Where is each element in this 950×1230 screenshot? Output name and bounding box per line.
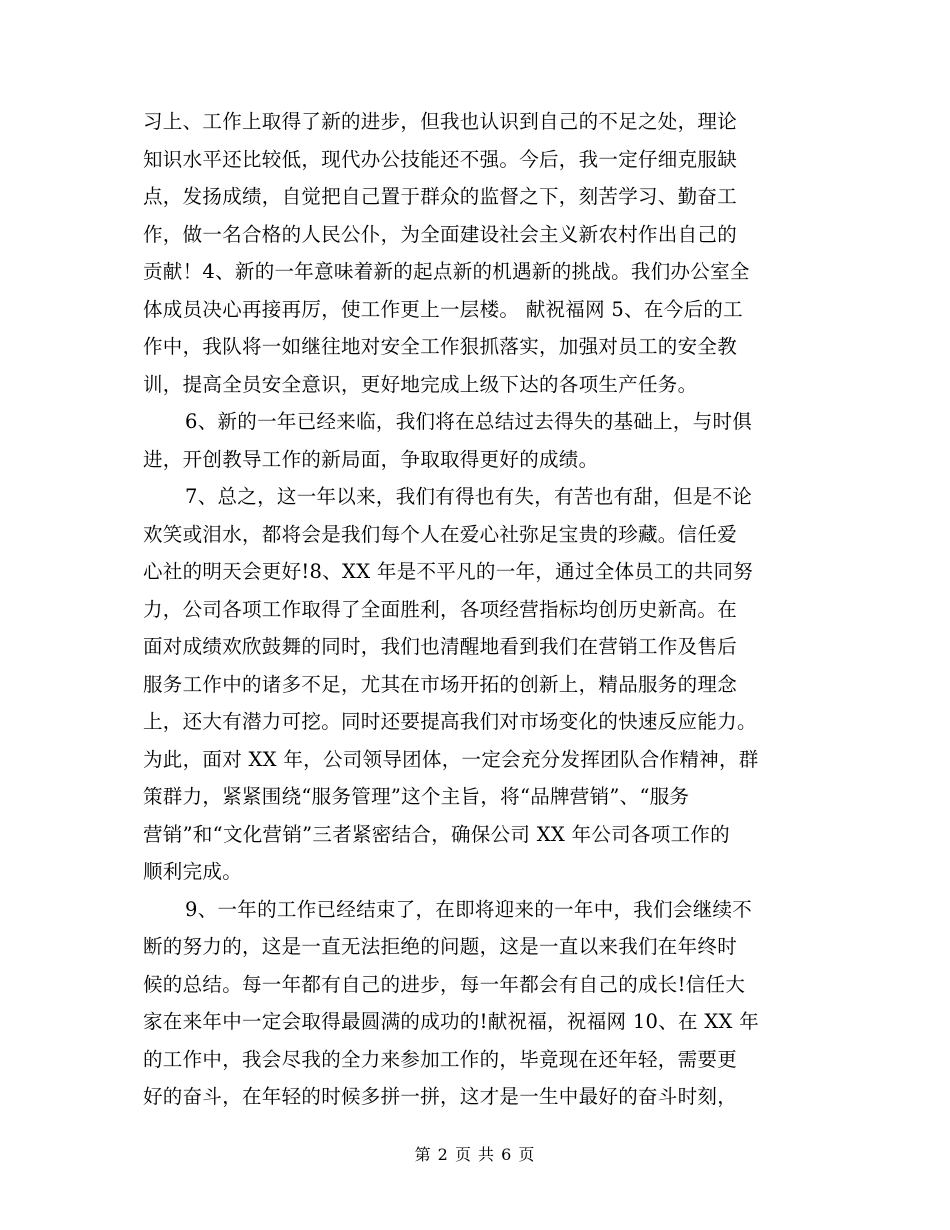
- text-line: 上，还大有潜力可挖。同时还要提高我们对市场变化的快速反应能力。: [143, 710, 757, 733]
- text-line: 策群力，紧紧围绕“服务管理”这个主旨，将“品牌营销”、“服务: [143, 785, 690, 808]
- text-line: 为此，面对 XX 年，公司领导团体，一定会充分发挥团队合作精神，群: [143, 747, 759, 771]
- text-line: 力，公司各项工作取得了全面胜利，各项经营指标均创历史新高。在: [143, 597, 738, 621]
- text-line: 进，开创教导工作的新局面，争取取得更好的成绩。: [143, 447, 599, 471]
- text-line: 欢笑或泪水，都将会是我们每个人在爱心社弥足宝贵的珍藏。信任爱: [143, 522, 738, 546]
- text-line: 营销”和“文化营销”三者紧密结合，确保公司 XX 年公司各项工作的: [143, 822, 730, 846]
- text-line: 候的总结。每一年都有自己的进步，每一年都会有自己的成长!信任大: [143, 972, 746, 996]
- text-line: 7、总之，这一年以来，我们有得也有失，有苦也有甜，但是不论: [185, 485, 753, 508]
- text-line: 点，发扬成绩，自觉把自己置于群众的监督之下，刻苦学习、勤奋工: [143, 185, 738, 208]
- text-line: 习上、工作上取得了新的进步，但我也认识到自己的不足之处，理论: [143, 110, 738, 133]
- text-line: 9、一年的工作已经结束了，在即将迎来的一年中，我们会继续不: [185, 897, 753, 921]
- text-line: 作，做一名合格的人民公仆，为全面建设社会主义新农村作出自己的: [143, 222, 738, 246]
- page-footer: 第 2 页 共 6 页: [414, 1145, 536, 1164]
- text-line: 知识水平还比较低，现代办公技能还不强。今后，我一定仔细克服缺: [143, 147, 738, 171]
- text-line: 心社的明天会更好!8、XX 年是不平凡的一年，通过全体员工的共同努: [143, 560, 754, 583]
- text-line: 作中，我队将一如继往地对安全工作狠抓落实，加强对员工的安全教: [143, 335, 738, 358]
- text-line: 贡献！4、新的一年意味着新的起点新的机遇新的挑战。我们办公室全: [143, 260, 750, 283]
- text-line: 好的奋斗，在年轻的时候多拼一拼，这才是一生中最好的奋斗时刻，: [143, 1085, 738, 1108]
- text-line: 的工作中，我会尽我的全力来参加工作的，毕竟现在还年轻，需要更: [143, 1047, 738, 1071]
- text-line: 家在来年中一定会取得最圆满的成功的!献祝福，祝福网 10、在 XX 年: [143, 1010, 760, 1033]
- text-line: 顺利完成。: [143, 860, 243, 883]
- text-line: 体成员决心再接再厉，使工作更上一层楼。 献祝福网 5、在今后的工: [143, 297, 743, 321]
- text-line: 断的努力的，这是一直无法拒绝的问题，这是一直以来我们在年终时: [143, 935, 738, 958]
- text-line: 训，提高全员安全意识，更好地完成上级下达的各项生产任务。: [143, 372, 698, 396]
- body-text: [143, 103, 808, 1116]
- text-line: 6、新的一年已经来临，我们将在总结过去得失的基础上，与时俱: [185, 410, 753, 433]
- text-line: 面对成绩欢欣鼓舞的同时，我们也清醒地看到我们在营销工作及售后: [143, 635, 738, 658]
- text-line: 服务工作中的诸多不足，尤其在市场开拓的创新上，精品服务的理念: [143, 672, 738, 696]
